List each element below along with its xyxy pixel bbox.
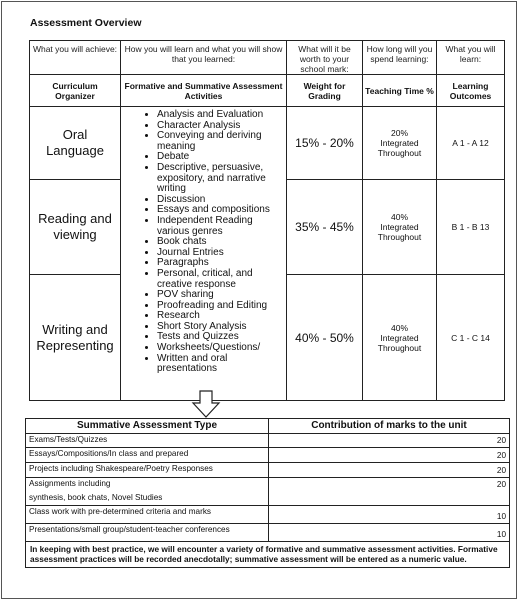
table-row xyxy=(26,506,510,524)
activities-list xyxy=(121,110,282,375)
teaching-time-percent: 20% xyxy=(390,128,408,138)
list-item: • Tests and Quizzes xyxy=(157,332,282,343)
question-worth: What will it be worth to your school mark: xyxy=(287,41,363,75)
summative-type xyxy=(26,478,269,506)
teaching-time-note: Integrated Throughout xyxy=(377,138,422,158)
list-item: • Worksheets/Questions/ xyxy=(157,343,282,354)
table-row xyxy=(26,524,510,542)
list-item: • Discussion xyxy=(157,195,282,206)
list-item: • Paragraphs xyxy=(157,258,282,269)
assessment-note: In keeping with best practice, we will encounter a variety of formative and summative assessment activities. Formative assessment practices will be recorded anecdotally; summative assessment will be entered as a numeric value. xyxy=(26,542,510,568)
summative-header-row xyxy=(26,419,510,434)
contribution-header: Contribution of marks to the unit xyxy=(269,419,510,434)
list-item: • Journal Entries xyxy=(157,248,282,259)
summative-type-header: Summative Assessment Type xyxy=(26,419,269,434)
learning-outcomes-value: C 1 - C 14 xyxy=(437,275,505,401)
table-row xyxy=(26,448,510,463)
teaching-time-note: Integrated Throughout xyxy=(377,222,422,242)
heading-curriculum-organizer: Curriculum Organizer xyxy=(30,75,121,107)
organizer-name: Reading and viewing xyxy=(30,180,121,275)
weight-value: 35% - 45% xyxy=(287,180,363,275)
list-item: • Personal, critical, and creative response xyxy=(157,269,282,290)
marks-value: 20 xyxy=(269,478,510,506)
list-item: • Proofreading and Editing xyxy=(157,301,282,312)
list-item: • Book chats xyxy=(157,237,282,248)
learning-outcomes-value: B 1 - B 13 xyxy=(437,180,505,275)
teaching-time-value xyxy=(363,107,437,180)
organizer-name: Oral Language xyxy=(30,107,121,180)
teaching-time-percent: 40% xyxy=(390,322,408,333)
summative-type: Class work with pre-determined criteria and marks xyxy=(26,506,269,524)
question-achieve: What you will achieve: xyxy=(30,41,121,75)
question-learn: How you will learn and what you will show that you learned: xyxy=(121,41,287,75)
summative-type: Essays/Compositions/In class and prepared xyxy=(26,448,269,463)
weight-value: 40% - 50% xyxy=(287,275,363,401)
heading-learning-outcomes: Learning Outcomes xyxy=(437,75,505,107)
weight-value: 15% - 20% xyxy=(287,107,363,180)
assessment-overview-table xyxy=(29,40,505,401)
page-title: Assessment Overview xyxy=(30,17,142,29)
list-item: • Written and oral presentations xyxy=(157,354,282,375)
question-time: How long will you spend learning: xyxy=(363,41,437,75)
marks-value: 20 xyxy=(269,463,510,478)
note-row xyxy=(26,542,510,568)
heading-activities: Formative and Summative Assessment Activities xyxy=(121,75,287,107)
table-row xyxy=(26,434,510,448)
teaching-time-note: Integrated Throughout xyxy=(377,332,422,353)
organizer-name: Writing and Representing xyxy=(30,275,121,401)
heading-row xyxy=(30,75,505,107)
list-item: • POV sharing xyxy=(157,290,282,301)
list-item: • Research xyxy=(157,311,282,322)
heading-teaching-time: Teaching Time % xyxy=(363,75,437,107)
teaching-time-value xyxy=(363,275,437,401)
list-item: • Independent Reading various genres xyxy=(157,216,282,237)
summative-type-line: synthesis, book chats, Novel Studies xyxy=(29,493,163,502)
summative-type: Projects including Shakespeare/Poetry Responses xyxy=(26,463,269,478)
summative-type: Presentations/small group/student-teacher conferences xyxy=(26,524,269,542)
teaching-time-percent: 40% xyxy=(390,212,408,222)
summative-assessment-table xyxy=(25,418,510,568)
list-item: • Conveying and deriving meaning xyxy=(157,131,282,152)
learning-outcomes-value: A 1 - A 12 xyxy=(437,107,505,180)
table-row xyxy=(26,463,510,478)
marks-value: 20 xyxy=(269,434,510,448)
list-item: • Short Story Analysis xyxy=(157,322,282,333)
marks-value: 10 xyxy=(269,524,510,542)
list-item: • Debate xyxy=(157,152,282,163)
organizer-row-oral xyxy=(30,107,505,180)
question-outcomes: What you will learn: xyxy=(437,41,505,75)
teaching-time-value xyxy=(363,180,437,275)
activities-cell xyxy=(121,107,287,401)
summative-type-line: Assignments including xyxy=(29,479,111,488)
list-item: • Character Analysis xyxy=(157,121,282,132)
question-row xyxy=(30,41,505,75)
list-item: • Essays and compositions xyxy=(157,205,282,216)
heading-weight: Weight for Grading xyxy=(287,75,363,107)
summative-type: Exams/Tests/Quizzes xyxy=(26,434,269,448)
list-item: • Analysis and Evaluation xyxy=(157,110,282,121)
marks-value: 10 xyxy=(269,506,510,524)
marks-value: 20 xyxy=(269,448,510,463)
table-row xyxy=(26,478,510,506)
list-item: • Descriptive, persuasive, expository, and narrative writing xyxy=(157,163,282,195)
down-arrow-icon xyxy=(191,390,221,418)
